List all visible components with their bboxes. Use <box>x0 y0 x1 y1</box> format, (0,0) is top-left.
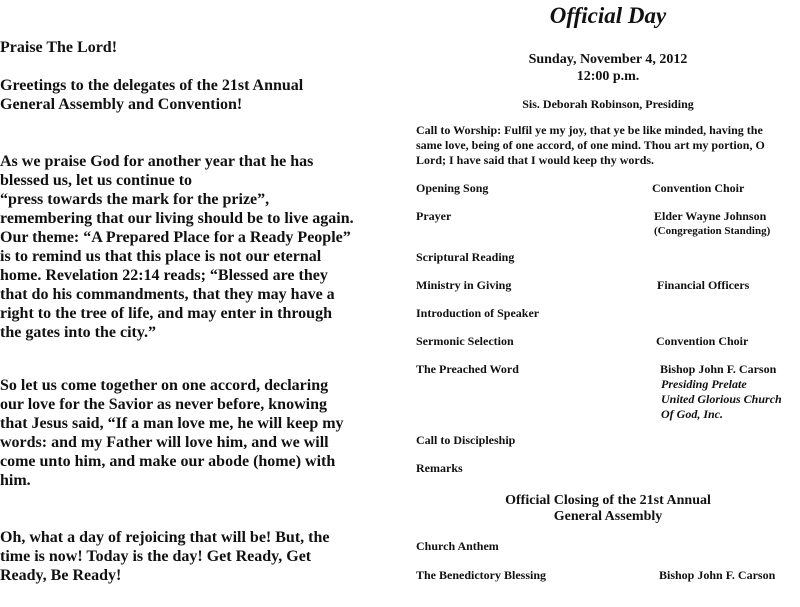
program-item-participant: Convention Choir <box>656 334 749 348</box>
program-item-participant: Elder Wayne Johnson <box>654 209 767 223</box>
welcome-text: Greetings to the delegates of the 21st Annual General Assembly and Convention! <box>0 77 304 113</box>
closing-heading-line-1: Official Closing of the 21st Annual <box>505 493 711 508</box>
service-date: Sunday, November 4, 2012 <box>528 52 688 67</box>
closing-heading <box>416 493 800 525</box>
presiding-officer: Sis. Deborah Robinson, Presiding <box>522 97 694 111</box>
program-item-label: Prayer <box>416 209 452 223</box>
program-item-label: Remarks <box>416 461 463 475</box>
program-item-label: Call to Discipleship <box>416 433 516 447</box>
closing-item-label: The Benedictory Blessing <box>416 568 547 582</box>
closing-item-participant: Bishop John F. Carson <box>659 568 776 582</box>
service-time: 12:00 p.m. <box>576 69 640 84</box>
greeting-text: Praise The Lord! <box>0 39 118 56</box>
program-item-label: Scriptural Reading <box>416 250 515 264</box>
letter-paragraph-2: So let us come together on one accord, declaring our love for the Savior as never before, knowing that Jesus said, “If a man love me, he will keep my words: and my Father will love him, and we will come unto him, and make our abode (home) with him. <box>0 377 344 489</box>
program-item-label: Opening Song <box>416 181 489 195</box>
program-item-participant: Convention Choir <box>652 181 745 195</box>
letter-paragraph-1: As we praise God for another year that he has blessed us, let us continue to “press towards the mark for the prize”, remembering that our living should be to live again. Our theme: “A Prepared Place for a Ready People” is to remind us that this place is not our eternal home. Revelation 22:14 reads; “Blessed are they that do his commandments, that they may have a right to the tree of life, and may enter in through the gates into the city.” <box>0 153 354 341</box>
service-date-time <box>416 51 800 85</box>
program-item-note: (Congregation Standing) <box>654 225 771 237</box>
program-item-participant: Financial Officers <box>657 278 750 292</box>
program-item-participant: Bishop John F. Carson <box>660 362 777 376</box>
program-item-label: Ministry in Giving <box>416 278 512 292</box>
program-item-label: The Preached Word <box>416 362 519 376</box>
closing-item-label: Church Anthem <box>416 539 499 553</box>
letter-paragraph-3: Oh, what a day of rejoicing that will be! But, the time is now! Today is the day! Get Ready, Get Ready, Be Ready! <box>0 529 330 584</box>
page-title: Official Day <box>549 3 667 28</box>
program-item-label: Introduction of Speaker <box>416 306 540 320</box>
call-to-worship: Call to Worship: Fulfil ye my joy, that ye be like minded, having the same love, being of one accord, of one mind. Thou art my portion, O Lord; I have said that I would keep thy words. <box>416 123 765 167</box>
program-item-note: Presiding Prelate United Glorious Church Of God, Inc. <box>661 377 782 421</box>
program-item-label: Sermonic Selection <box>416 334 514 348</box>
closing-heading-line-2: General Assembly <box>553 509 663 524</box>
